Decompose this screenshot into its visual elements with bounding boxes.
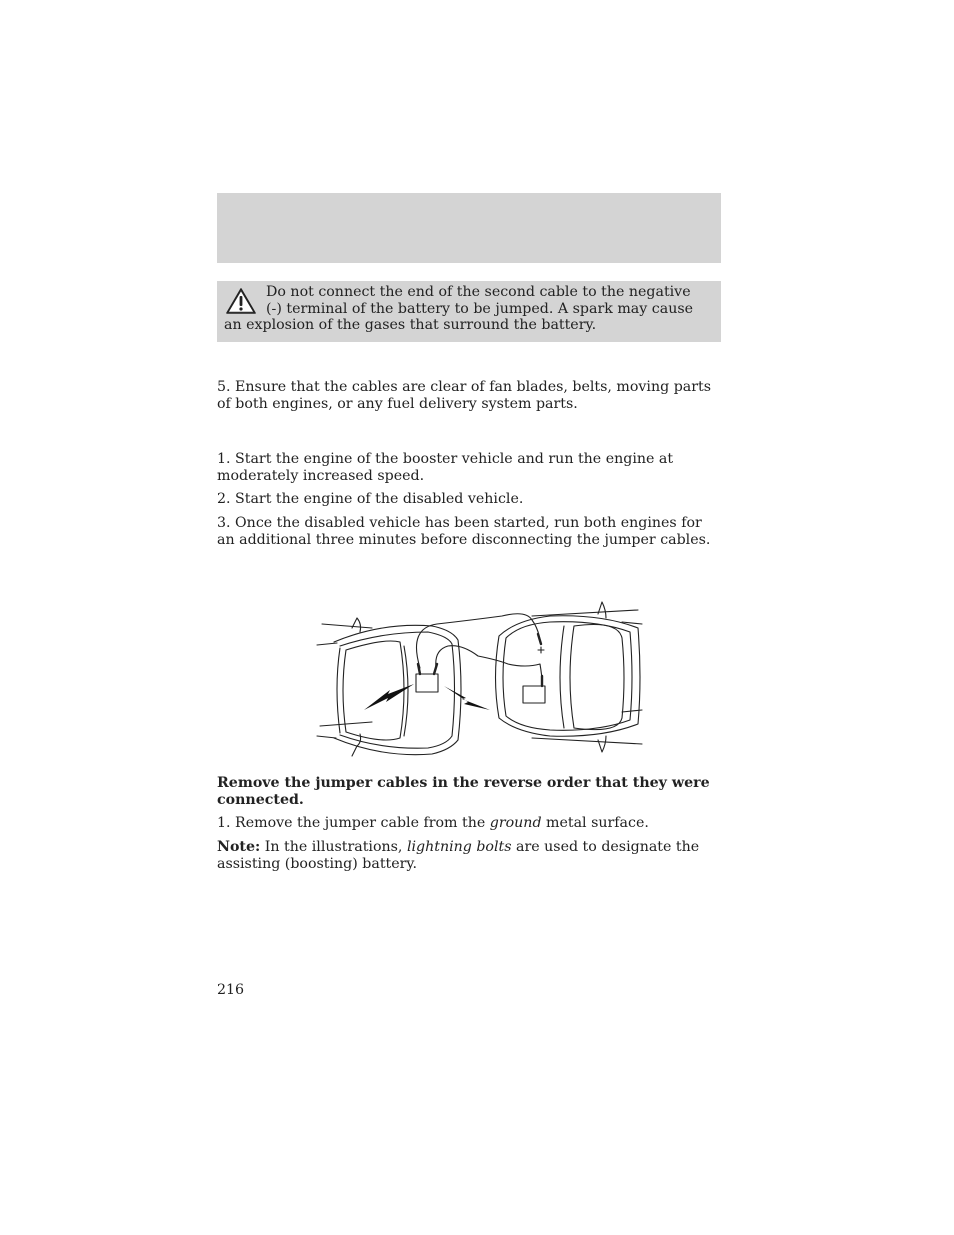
remove-cables-heading: Remove the jumper cables in the reverse order that they were connected. bbox=[217, 775, 710, 808]
note-text-end: are used to designate the assisting (boosting) battery. bbox=[217, 839, 700, 872]
start-step-2: 2. Start the engine of the disabled vehicle. bbox=[217, 491, 524, 507]
section-header-bar bbox=[217, 193, 721, 263]
note-text: In the illustrations, bbox=[260, 839, 407, 855]
remove-step-1 bbox=[217, 815, 721, 832]
disabled-car-drawing bbox=[317, 618, 461, 756]
remove-step-1-text-end: metal surface. bbox=[541, 815, 649, 831]
step-5-text: 5. Ensure that the cables are clear of fan blades, belts, moving parts of both engines, or any fuel delivery system parts. bbox=[217, 379, 711, 412]
booster-car-drawing bbox=[496, 602, 643, 752]
note-emphasis: lightning bolts bbox=[406, 839, 512, 855]
remove-step-1-emphasis: ground bbox=[489, 815, 542, 831]
start-step-3: 3. Once the disabled vehicle has been started, run both engines for an additional three minutes before disconnecting the jumper cables. bbox=[217, 515, 711, 548]
warning-text: Do not connect the end of the second cable to the negative (-) terminal of the battery to be jumped. A spark may cause an explosion of the gases that surround the battery. bbox=[224, 284, 694, 333]
page-number: 216 bbox=[217, 982, 245, 998]
note-label: Note: bbox=[217, 839, 261, 855]
warning-box bbox=[217, 281, 721, 342]
start-step-1: 1. Start the engine of the booster vehicle and run the engine at moderately increased speed. bbox=[217, 451, 674, 484]
note-paragraph bbox=[217, 839, 721, 872]
jump-start-illustration bbox=[312, 598, 648, 762]
batteries-drawing bbox=[416, 674, 545, 703]
remove-step-1-text: 1. Remove the jumper cable from the bbox=[217, 815, 490, 831]
